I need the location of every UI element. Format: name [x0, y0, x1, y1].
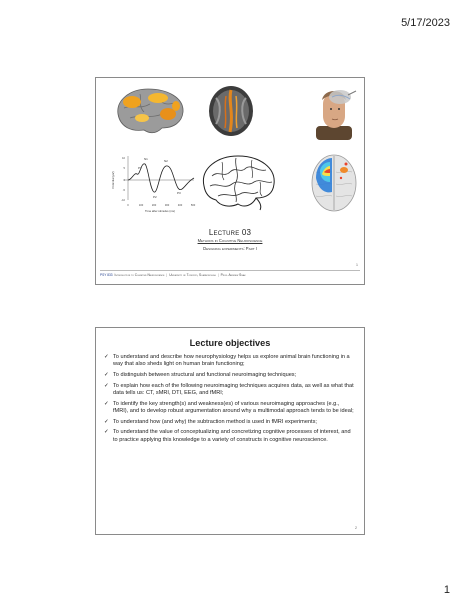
checkmark-icon: ✓ [104, 354, 109, 360]
x-axis-label: Time after stimulus (ms) [145, 209, 175, 213]
objectives-list [104, 354, 356, 447]
lecture-subtitle-designing: Designing experiments: Part I [203, 246, 257, 251]
lecture-subtitle-methods: Methods in Cognitive Neuroscience [197, 238, 263, 243]
x-tick: 200 [151, 204, 157, 207]
top-view-brain-heatmap [308, 152, 360, 214]
checkmark-icon: ✓ [104, 372, 109, 378]
y-tick: -5 [122, 189, 125, 192]
page-number: 1 [443, 584, 450, 596]
print-date: 5/17/2023 [401, 17, 450, 29]
x-tick: 300 [164, 204, 170, 207]
footer-university: University of Toronto, Scarborough [169, 272, 216, 277]
checkmark-icon: ✓ [104, 382, 109, 389]
peak-label-p3: P3 [177, 191, 181, 195]
fmri-lateral-brain-image [110, 84, 188, 138]
slide-number: 1 [356, 263, 358, 267]
slide-2-objectives [95, 327, 365, 535]
objective-item: ✓ To distinguish between structural and functional neuroimaging techniques; [104, 372, 297, 378]
footer-separator: | [217, 272, 219, 277]
slide-1-title [95, 77, 365, 285]
y-tick: -10 [121, 199, 125, 202]
x-tick: 100 [138, 204, 144, 207]
checkmark-icon: ✓ [104, 400, 109, 407]
footer-course-code: PSY 833 [100, 272, 113, 277]
y-tick: 0 [123, 179, 125, 182]
objective-item: ✓ To understand the value of conceptualizing and concretizing cognitive processes of interest, and to practice applying this knowledge to a variety of constructs in cognitive neuroscience. [104, 429, 351, 443]
y-axis-label: Potential (μV) [111, 171, 115, 189]
head-with-implant-image [310, 82, 358, 140]
brain-outline-drawing [196, 152, 278, 214]
lecture-title: Lecture 03 [208, 228, 252, 237]
footer-separator: | [166, 272, 168, 277]
y-tick: 10 [122, 157, 125, 160]
checkmark-icon: ✓ [104, 429, 109, 436]
erp-waveform-chart [110, 152, 198, 214]
peak-label-p2: P2 [153, 195, 157, 199]
objective-item: ✓ To identify the key strength(s) and weakness(es) of various neuroimaging approaches (e.g., fMRI), and to develop robust argumentation around why a multimodal approach tends to be ideal; [104, 400, 354, 414]
slide-footer [100, 270, 360, 278]
objective-item: ✓ To explain how each of the following neuroimaging techniques acquires data, as well as what that data tells us: CT, sMRI, DTI, EEG, and fMRI; [104, 382, 354, 396]
checkmark-icon: ✓ [104, 418, 109, 425]
peak-label-n1: N1 [144, 157, 148, 161]
peak-label-n2: N2 [164, 159, 168, 163]
objective-item: ✓ To understand how (and why) the subtraction method is used in fMRI experiments; [104, 418, 317, 425]
objective-item: ✓ To understand and describe how neurophysiology helps us explore animal brain functioning in a way that also sheds light on human brain functioning; [104, 354, 350, 368]
x-tick: 400 [177, 204, 183, 207]
axial-brain-scan-image [204, 84, 258, 138]
y-tick: 5 [123, 167, 125, 170]
footer-instructor: Prof. Andrew Sivak [220, 272, 246, 277]
peak-label-p1: P1 [138, 166, 142, 170]
objectives-title: Lecture objectives [189, 338, 271, 348]
x-tick: 500 [190, 204, 196, 207]
footer-course-name: Introduction to Cognitive Neuroscience [114, 272, 165, 277]
slide-number: 2 [355, 526, 357, 530]
x-tick: 0 [127, 204, 129, 207]
